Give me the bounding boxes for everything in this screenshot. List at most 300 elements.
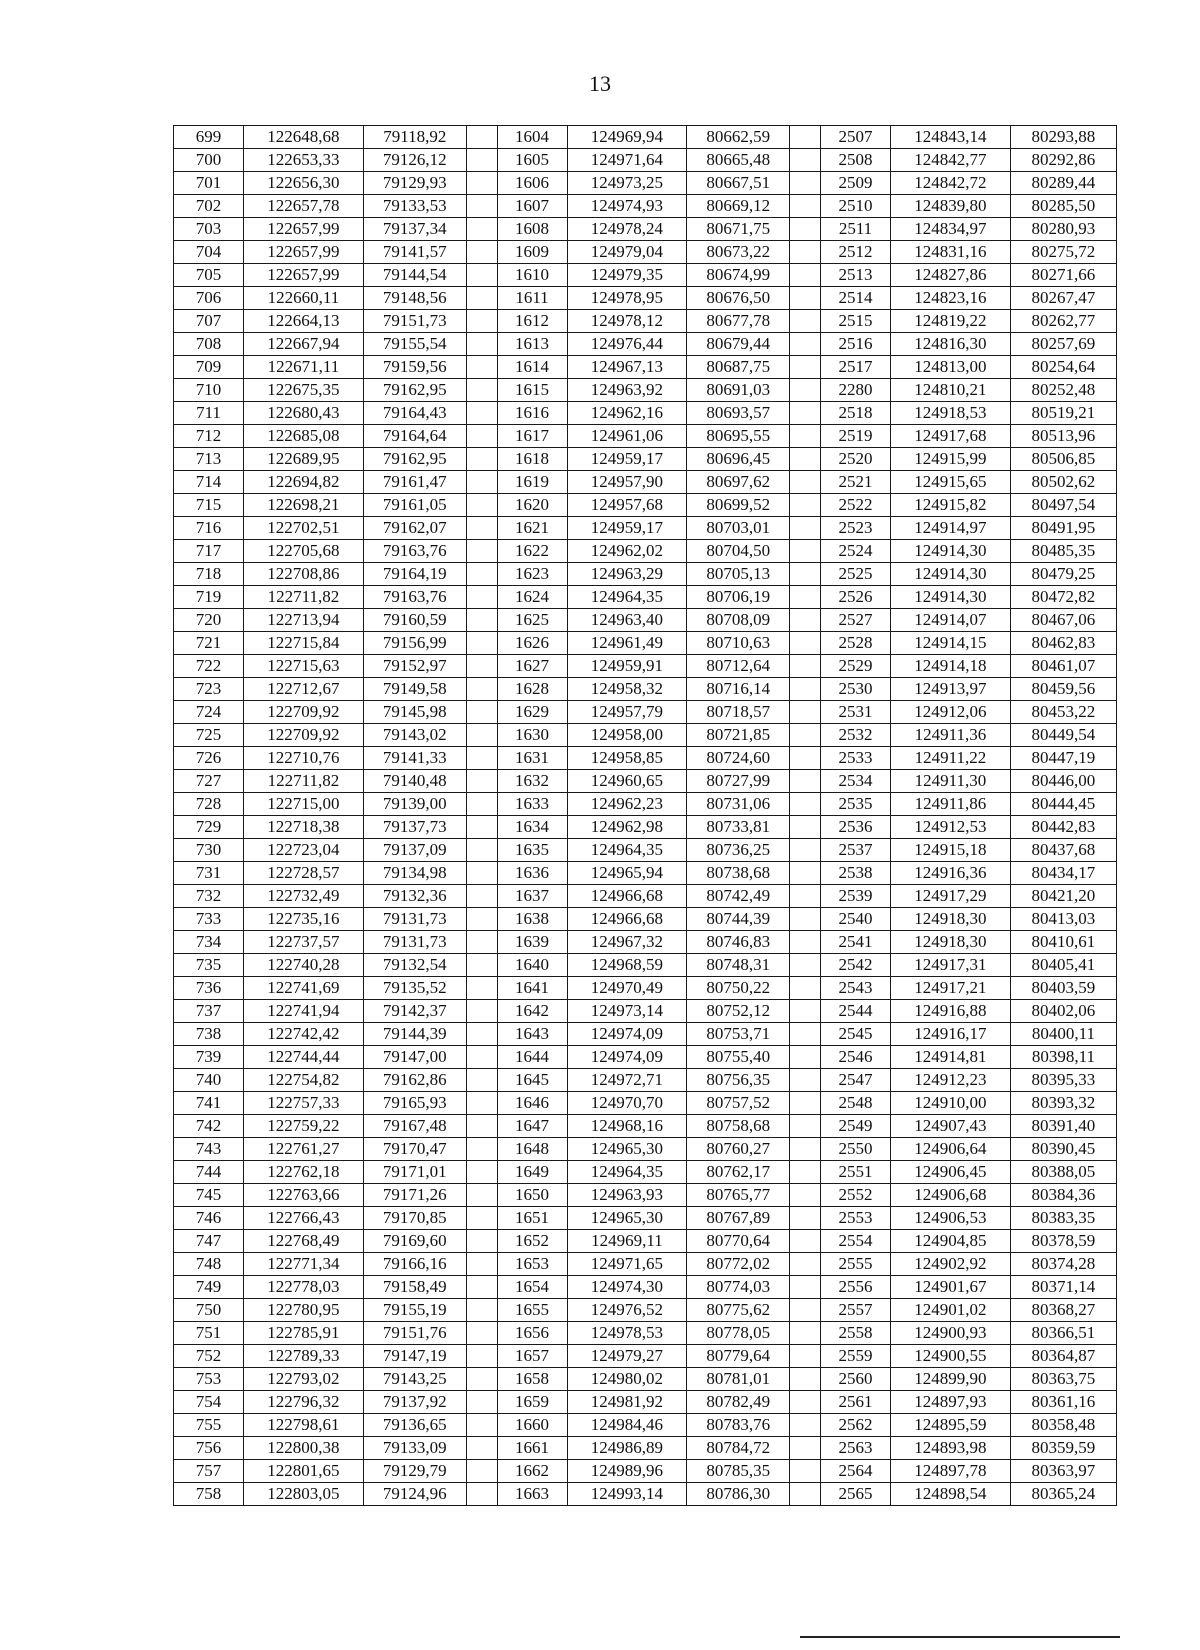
- table-row: [174, 1322, 1117, 1345]
- y-coordinate-cell: 80746,83: [687, 931, 790, 954]
- y-coordinate-cell: 80502,62: [1010, 471, 1116, 494]
- table-row: [174, 333, 1117, 356]
- y-coordinate-cell: 80671,75: [687, 218, 790, 241]
- y-coordinate-cell: 80731,06: [687, 793, 790, 816]
- point-number-cell: 2546: [821, 1046, 891, 1069]
- table-row: [174, 1207, 1117, 1230]
- y-coordinate-cell: 79151,76: [363, 1322, 466, 1345]
- point-number-cell: 2523: [821, 517, 891, 540]
- column-gap: [790, 1138, 821, 1161]
- x-coordinate-cell: 122789,33: [244, 1345, 364, 1368]
- x-coordinate-cell: 124964,35: [567, 1161, 687, 1184]
- point-number-cell: 1656: [497, 1322, 567, 1345]
- point-number-cell: 748: [174, 1253, 244, 1276]
- x-coordinate-cell: 122648,68: [244, 126, 364, 149]
- y-coordinate-cell: 80778,05: [687, 1322, 790, 1345]
- x-coordinate-cell: 122771,34: [244, 1253, 364, 1276]
- y-coordinate-cell: 79162,95: [363, 448, 466, 471]
- y-coordinate-cell: 79126,12: [363, 149, 466, 172]
- point-number-cell: 743: [174, 1138, 244, 1161]
- footer-rule: [800, 1636, 1120, 1638]
- x-coordinate-cell: 124831,16: [891, 241, 1011, 264]
- point-number-cell: 734: [174, 931, 244, 954]
- x-coordinate-cell: 122711,82: [244, 586, 364, 609]
- y-coordinate-cell: 80390,45: [1010, 1138, 1116, 1161]
- point-number-cell: 1645: [497, 1069, 567, 1092]
- column-gap: [466, 1483, 497, 1506]
- x-coordinate-cell: 124962,16: [567, 402, 687, 425]
- point-number-cell: 1634: [497, 816, 567, 839]
- column-gap: [466, 1391, 497, 1414]
- y-coordinate-cell: 79171,26: [363, 1184, 466, 1207]
- y-coordinate-cell: 79167,48: [363, 1115, 466, 1138]
- column-gap: [790, 126, 821, 149]
- point-number-cell: 1635: [497, 839, 567, 862]
- x-coordinate-cell: 122685,08: [244, 425, 364, 448]
- point-number-cell: 2559: [821, 1345, 891, 1368]
- table-row: [174, 885, 1117, 908]
- y-coordinate-cell: 80491,95: [1010, 517, 1116, 540]
- point-number-cell: 728: [174, 793, 244, 816]
- y-coordinate-cell: 80774,03: [687, 1276, 790, 1299]
- column-gap: [466, 1437, 497, 1460]
- column-gap: [466, 1368, 497, 1391]
- x-coordinate-cell: 124914,07: [891, 609, 1011, 632]
- point-number-cell: 727: [174, 770, 244, 793]
- table-row: [174, 1000, 1117, 1023]
- x-coordinate-cell: 124968,16: [567, 1115, 687, 1138]
- x-coordinate-cell: 122763,66: [244, 1184, 364, 1207]
- y-coordinate-cell: 79137,34: [363, 218, 466, 241]
- y-coordinate-cell: 79155,54: [363, 333, 466, 356]
- x-coordinate-cell: 124978,12: [567, 310, 687, 333]
- x-coordinate-cell: 124834,97: [891, 218, 1011, 241]
- point-number-cell: 1639: [497, 931, 567, 954]
- x-coordinate-cell: 124961,49: [567, 632, 687, 655]
- y-coordinate-cell: 80446,00: [1010, 770, 1116, 793]
- column-gap: [466, 172, 497, 195]
- x-coordinate-cell: 124967,13: [567, 356, 687, 379]
- table-row: [174, 678, 1117, 701]
- column-gap: [790, 632, 821, 655]
- column-gap: [790, 425, 821, 448]
- y-coordinate-cell: 80393,32: [1010, 1092, 1116, 1115]
- point-number-cell: 2543: [821, 977, 891, 1000]
- y-coordinate-cell: 79141,57: [363, 241, 466, 264]
- point-number-cell: 1620: [497, 494, 567, 517]
- table-row: [174, 908, 1117, 931]
- x-coordinate-cell: 122694,82: [244, 471, 364, 494]
- column-gap: [790, 1253, 821, 1276]
- point-number-cell: 2552: [821, 1184, 891, 1207]
- point-number-cell: 717: [174, 540, 244, 563]
- point-number-cell: 723: [174, 678, 244, 701]
- y-coordinate-cell: 80770,64: [687, 1230, 790, 1253]
- x-coordinate-cell: 122757,33: [244, 1092, 364, 1115]
- point-number-cell: 1628: [497, 678, 567, 701]
- column-gap: [466, 977, 497, 1000]
- point-number-cell: 1616: [497, 402, 567, 425]
- x-coordinate-cell: 122740,28: [244, 954, 364, 977]
- x-coordinate-cell: 122793,02: [244, 1368, 364, 1391]
- point-number-cell: 2536: [821, 816, 891, 839]
- point-number-cell: 719: [174, 586, 244, 609]
- x-coordinate-cell: 124914,15: [891, 632, 1011, 655]
- y-coordinate-cell: 79137,73: [363, 816, 466, 839]
- x-coordinate-cell: 124918,30: [891, 908, 1011, 931]
- x-coordinate-cell: 122705,68: [244, 540, 364, 563]
- y-coordinate-cell: 80271,66: [1010, 264, 1116, 287]
- x-coordinate-cell: 124911,22: [891, 747, 1011, 770]
- x-coordinate-cell: 124823,16: [891, 287, 1011, 310]
- x-coordinate-cell: 122762,18: [244, 1161, 364, 1184]
- point-number-cell: 1630: [497, 724, 567, 747]
- column-gap: [466, 1138, 497, 1161]
- y-coordinate-cell: 80704,50: [687, 540, 790, 563]
- x-coordinate-cell: 124816,30: [891, 333, 1011, 356]
- point-number-cell: 745: [174, 1184, 244, 1207]
- y-coordinate-cell: 80383,35: [1010, 1207, 1116, 1230]
- x-coordinate-cell: 122768,49: [244, 1230, 364, 1253]
- table-row: [174, 1345, 1117, 1368]
- column-gap: [790, 885, 821, 908]
- y-coordinate-cell: 80413,03: [1010, 908, 1116, 931]
- x-coordinate-cell: 122657,99: [244, 218, 364, 241]
- point-number-cell: 724: [174, 701, 244, 724]
- x-coordinate-cell: 124964,35: [567, 839, 687, 862]
- point-number-cell: 711: [174, 402, 244, 425]
- y-coordinate-cell: 80388,05: [1010, 1161, 1116, 1184]
- x-coordinate-cell: 124972,71: [567, 1069, 687, 1092]
- point-number-cell: 2538: [821, 862, 891, 885]
- point-number-cell: 2565: [821, 1483, 891, 1506]
- x-coordinate-cell: 124971,65: [567, 1253, 687, 1276]
- point-number-cell: 2534: [821, 770, 891, 793]
- column-gap: [790, 1230, 821, 1253]
- x-coordinate-cell: 124989,96: [567, 1460, 687, 1483]
- y-coordinate-cell: 80765,77: [687, 1184, 790, 1207]
- table-row: [174, 402, 1117, 425]
- point-number-cell: 2514: [821, 287, 891, 310]
- column-gap: [790, 701, 821, 724]
- x-coordinate-cell: 124918,30: [891, 931, 1011, 954]
- y-coordinate-cell: 80752,12: [687, 1000, 790, 1023]
- y-coordinate-cell: 80757,52: [687, 1092, 790, 1115]
- point-number-cell: 747: [174, 1230, 244, 1253]
- point-number-cell: 704: [174, 241, 244, 264]
- x-coordinate-cell: 122800,38: [244, 1437, 364, 1460]
- y-coordinate-cell: 79166,16: [363, 1253, 466, 1276]
- x-coordinate-cell: 122723,04: [244, 839, 364, 862]
- column-gap: [790, 172, 821, 195]
- point-number-cell: 2533: [821, 747, 891, 770]
- point-number-cell: 1625: [497, 609, 567, 632]
- x-coordinate-cell: 124843,14: [891, 126, 1011, 149]
- x-coordinate-cell: 124916,88: [891, 1000, 1011, 1023]
- column-gap: [790, 609, 821, 632]
- point-number-cell: 1618: [497, 448, 567, 471]
- x-coordinate-cell: 124961,06: [567, 425, 687, 448]
- point-number-cell: 1624: [497, 586, 567, 609]
- point-number-cell: 741: [174, 1092, 244, 1115]
- table-row: [174, 655, 1117, 678]
- x-coordinate-cell: 124842,72: [891, 172, 1011, 195]
- y-coordinate-cell: 80434,17: [1010, 862, 1116, 885]
- column-gap: [466, 1276, 497, 1299]
- y-coordinate-cell: 79133,53: [363, 195, 466, 218]
- x-coordinate-cell: 122742,42: [244, 1023, 364, 1046]
- table-row: [174, 1368, 1117, 1391]
- point-number-cell: 714: [174, 471, 244, 494]
- x-coordinate-cell: 124897,93: [891, 1391, 1011, 1414]
- point-number-cell: 1644: [497, 1046, 567, 1069]
- point-number-cell: 754: [174, 1391, 244, 1414]
- point-number-cell: 1660: [497, 1414, 567, 1437]
- point-number-cell: 1661: [497, 1437, 567, 1460]
- table-row: [174, 540, 1117, 563]
- point-number-cell: 1651: [497, 1207, 567, 1230]
- column-gap: [790, 770, 821, 793]
- point-number-cell: 2525: [821, 563, 891, 586]
- point-number-cell: 725: [174, 724, 244, 747]
- table-row: [174, 1046, 1117, 1069]
- x-coordinate-cell: 124979,27: [567, 1345, 687, 1368]
- point-number-cell: 1626: [497, 632, 567, 655]
- point-number-cell: 1643: [497, 1023, 567, 1046]
- column-gap: [790, 494, 821, 517]
- y-coordinate-cell: 79162,86: [363, 1069, 466, 1092]
- y-coordinate-cell: 80395,33: [1010, 1069, 1116, 1092]
- column-gap: [790, 1207, 821, 1230]
- point-number-cell: 699: [174, 126, 244, 149]
- x-coordinate-cell: 124914,97: [891, 517, 1011, 540]
- table-row: [174, 287, 1117, 310]
- point-number-cell: 749: [174, 1276, 244, 1299]
- column-gap: [466, 1069, 497, 1092]
- x-coordinate-cell: 122785,91: [244, 1322, 364, 1345]
- column-gap: [790, 724, 821, 747]
- column-gap: [790, 471, 821, 494]
- y-coordinate-cell: 80727,99: [687, 770, 790, 793]
- point-number-cell: 1646: [497, 1092, 567, 1115]
- y-coordinate-cell: 79132,54: [363, 954, 466, 977]
- column-gap: [466, 241, 497, 264]
- y-coordinate-cell: 79170,85: [363, 1207, 466, 1230]
- table-row: [174, 701, 1117, 724]
- y-coordinate-cell: 80744,39: [687, 908, 790, 931]
- point-number-cell: 718: [174, 563, 244, 586]
- x-coordinate-cell: 124842,77: [891, 149, 1011, 172]
- y-coordinate-cell: 80693,57: [687, 402, 790, 425]
- x-coordinate-cell: 124914,81: [891, 1046, 1011, 1069]
- y-coordinate-cell: 79144,54: [363, 264, 466, 287]
- x-coordinate-cell: 124916,36: [891, 862, 1011, 885]
- x-coordinate-cell: 124910,00: [891, 1092, 1011, 1115]
- column-gap: [790, 1023, 821, 1046]
- y-coordinate-cell: 80760,27: [687, 1138, 790, 1161]
- y-coordinate-cell: 80363,75: [1010, 1368, 1116, 1391]
- point-number-cell: 1633: [497, 793, 567, 816]
- x-coordinate-cell: 122657,99: [244, 241, 364, 264]
- y-coordinate-cell: 80252,48: [1010, 379, 1116, 402]
- y-coordinate-cell: 80257,69: [1010, 333, 1116, 356]
- column-gap: [790, 149, 821, 172]
- point-number-cell: 712: [174, 425, 244, 448]
- point-number-cell: 1629: [497, 701, 567, 724]
- point-number-cell: 1652: [497, 1230, 567, 1253]
- x-coordinate-cell: 124900,93: [891, 1322, 1011, 1345]
- y-coordinate-cell: 80679,44: [687, 333, 790, 356]
- x-coordinate-cell: 122709,92: [244, 724, 364, 747]
- column-gap: [790, 1000, 821, 1023]
- point-number-cell: 2548: [821, 1092, 891, 1115]
- point-number-cell: 732: [174, 885, 244, 908]
- point-number-cell: 2528: [821, 632, 891, 655]
- y-coordinate-cell: 80374,28: [1010, 1253, 1116, 1276]
- y-coordinate-cell: 79162,07: [363, 517, 466, 540]
- x-coordinate-cell: 122744,44: [244, 1046, 364, 1069]
- column-gap: [790, 310, 821, 333]
- table-row: [174, 471, 1117, 494]
- x-coordinate-cell: 124915,82: [891, 494, 1011, 517]
- x-coordinate-cell: 124960,65: [567, 770, 687, 793]
- x-coordinate-cell: 124906,68: [891, 1184, 1011, 1207]
- y-coordinate-cell: 80267,47: [1010, 287, 1116, 310]
- point-number-cell: 716: [174, 517, 244, 540]
- table-row: [174, 1092, 1117, 1115]
- point-number-cell: 1654: [497, 1276, 567, 1299]
- point-number-cell: 736: [174, 977, 244, 1000]
- column-gap: [466, 1299, 497, 1322]
- x-coordinate-cell: 124893,98: [891, 1437, 1011, 1460]
- x-coordinate-cell: 122715,63: [244, 655, 364, 678]
- x-coordinate-cell: 124986,89: [567, 1437, 687, 1460]
- table-row: [174, 1138, 1117, 1161]
- y-coordinate-cell: 79163,76: [363, 540, 466, 563]
- y-coordinate-cell: 80748,31: [687, 954, 790, 977]
- column-gap: [790, 287, 821, 310]
- table-row: [174, 126, 1117, 149]
- column-gap: [466, 149, 497, 172]
- y-coordinate-cell: 79161,47: [363, 471, 466, 494]
- x-coordinate-cell: 124962,02: [567, 540, 687, 563]
- point-number-cell: 700: [174, 149, 244, 172]
- table-row: [174, 1483, 1117, 1506]
- table-row: [174, 1299, 1117, 1322]
- column-gap: [790, 1460, 821, 1483]
- y-coordinate-cell: 80519,21: [1010, 402, 1116, 425]
- point-number-cell: 2544: [821, 1000, 891, 1023]
- point-number-cell: 1615: [497, 379, 567, 402]
- point-number-cell: 1637: [497, 885, 567, 908]
- point-number-cell: 2522: [821, 494, 891, 517]
- y-coordinate-cell: 80398,11: [1010, 1046, 1116, 1069]
- y-coordinate-cell: 80365,24: [1010, 1483, 1116, 1506]
- table-row: [174, 862, 1117, 885]
- x-coordinate-cell: 124963,40: [567, 609, 687, 632]
- column-gap: [790, 448, 821, 471]
- y-coordinate-cell: 80662,59: [687, 126, 790, 149]
- table-row: [174, 632, 1117, 655]
- x-coordinate-cell: 124911,36: [891, 724, 1011, 747]
- x-coordinate-cell: 124813,00: [891, 356, 1011, 379]
- column-gap: [466, 1092, 497, 1115]
- table-row: [174, 839, 1117, 862]
- y-coordinate-cell: 79133,09: [363, 1437, 466, 1460]
- y-coordinate-cell: 80721,85: [687, 724, 790, 747]
- x-coordinate-cell: 124976,44: [567, 333, 687, 356]
- point-number-cell: 735: [174, 954, 244, 977]
- x-coordinate-cell: 124974,09: [567, 1023, 687, 1046]
- point-number-cell: 2535: [821, 793, 891, 816]
- column-gap: [466, 517, 497, 540]
- y-coordinate-cell: 80405,41: [1010, 954, 1116, 977]
- table-row: [174, 1414, 1117, 1437]
- y-coordinate-cell: 79160,59: [363, 609, 466, 632]
- y-coordinate-cell: 80736,25: [687, 839, 790, 862]
- point-number-cell: 1647: [497, 1115, 567, 1138]
- x-coordinate-cell: 124970,70: [567, 1092, 687, 1115]
- column-gap: [790, 1345, 821, 1368]
- point-number-cell: 753: [174, 1368, 244, 1391]
- table-row: [174, 1437, 1117, 1460]
- x-coordinate-cell: 122680,43: [244, 402, 364, 425]
- point-number-cell: 737: [174, 1000, 244, 1023]
- x-coordinate-cell: 124958,00: [567, 724, 687, 747]
- y-coordinate-cell: 80437,68: [1010, 839, 1116, 862]
- y-coordinate-cell: 80784,72: [687, 1437, 790, 1460]
- point-number-cell: 706: [174, 287, 244, 310]
- y-coordinate-cell: 79162,95: [363, 379, 466, 402]
- x-coordinate-cell: 124965,30: [567, 1207, 687, 1230]
- table-row: [174, 241, 1117, 264]
- y-coordinate-cell: 80673,22: [687, 241, 790, 264]
- column-gap: [466, 540, 497, 563]
- column-gap: [466, 770, 497, 793]
- column-gap: [466, 724, 497, 747]
- x-coordinate-cell: 124915,99: [891, 448, 1011, 471]
- column-gap: [466, 402, 497, 425]
- column-gap: [790, 1322, 821, 1345]
- x-coordinate-cell: 124957,90: [567, 471, 687, 494]
- point-number-cell: 705: [174, 264, 244, 287]
- column-gap: [466, 1023, 497, 1046]
- y-coordinate-cell: 80779,64: [687, 1345, 790, 1368]
- point-number-cell: 2524: [821, 540, 891, 563]
- point-number-cell: 1648: [497, 1138, 567, 1161]
- point-number-cell: 2550: [821, 1138, 891, 1161]
- x-coordinate-cell: 124906,53: [891, 1207, 1011, 1230]
- column-gap: [466, 264, 497, 287]
- point-number-cell: 1614: [497, 356, 567, 379]
- table-row: [174, 816, 1117, 839]
- y-coordinate-cell: 79137,09: [363, 839, 466, 862]
- x-coordinate-cell: 124967,32: [567, 931, 687, 954]
- x-coordinate-cell: 122712,67: [244, 678, 364, 701]
- point-number-cell: 715: [174, 494, 244, 517]
- point-number-cell: 731: [174, 862, 244, 885]
- point-number-cell: 702: [174, 195, 244, 218]
- x-coordinate-cell: 122715,84: [244, 632, 364, 655]
- y-coordinate-cell: 80718,57: [687, 701, 790, 724]
- column-gap: [466, 379, 497, 402]
- point-number-cell: 722: [174, 655, 244, 678]
- y-coordinate-cell: 80467,06: [1010, 609, 1116, 632]
- y-coordinate-cell: 80254,64: [1010, 356, 1116, 379]
- x-coordinate-cell: 124917,31: [891, 954, 1011, 977]
- table-row: [174, 1276, 1117, 1299]
- point-number-cell: 2537: [821, 839, 891, 862]
